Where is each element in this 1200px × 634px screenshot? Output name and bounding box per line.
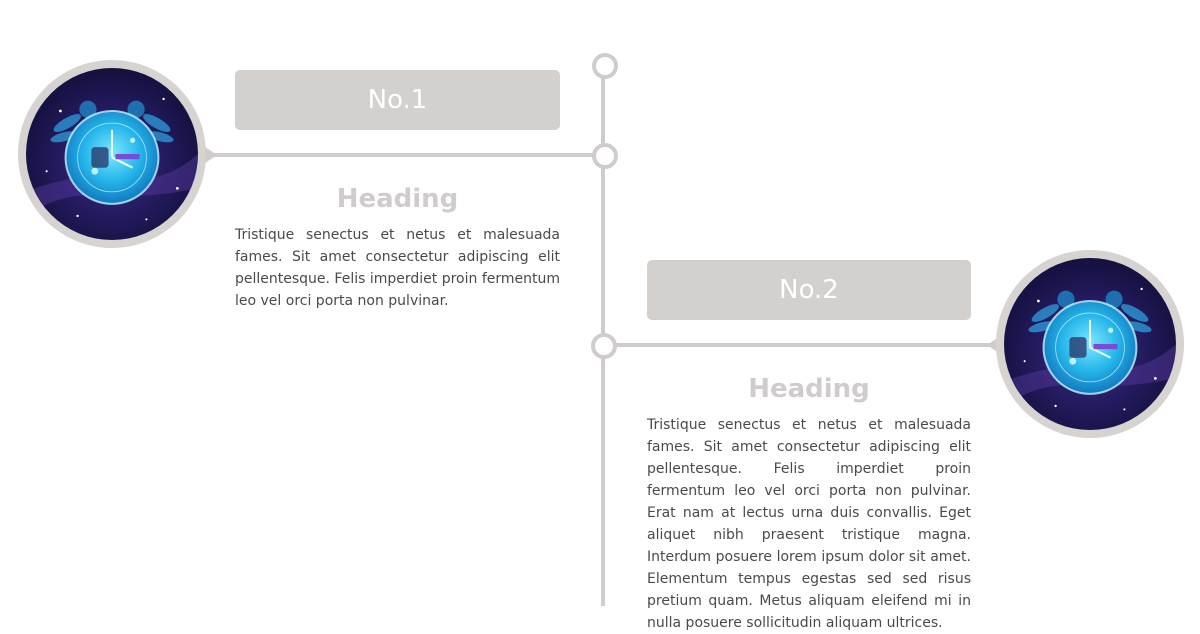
alarm-clock-illustration-icon [1004,258,1176,430]
item-2-badge: No.2 [647,260,971,320]
item-1-badge: No.1 [235,70,560,130]
item-1-heading: Heading [336,184,459,214]
item-2-connector-line [613,343,991,347]
item-2-heading: Heading [748,374,870,404]
item-1-node [592,143,618,169]
item-2-text: Tristique senectus et netus et malesuada fames. Sit amet consectetur adipiscing elit pellentesque. Felis imperdiet proin fermentum leo vel orci porta non pulvinar. Erat nam at lectus urna duis convallis. Eget aliquet nibh praesent tristique magna. Interdum posuere lorem ipsum dolor sit amet. Elementum tempus egestas sed sed risus pretium quam. Metus aliquam eleifend mi in nulla posuere sollicitudin aliquam ultrices. [647,417,971,631]
timeline-top-node [592,53,618,79]
item-1-avatar [18,60,206,248]
alarm-clock-illustration-icon [26,68,198,240]
item-1-text: Tristique senectus et netus et malesuada fames. Sit amet consectetur adipiscing elit pellentesque. Felis imperdiet proin fermentum leo vel orci porta non pulvinar. [235,227,561,309]
item-1-connector-line [214,153,594,157]
item-2-avatar [996,250,1184,438]
